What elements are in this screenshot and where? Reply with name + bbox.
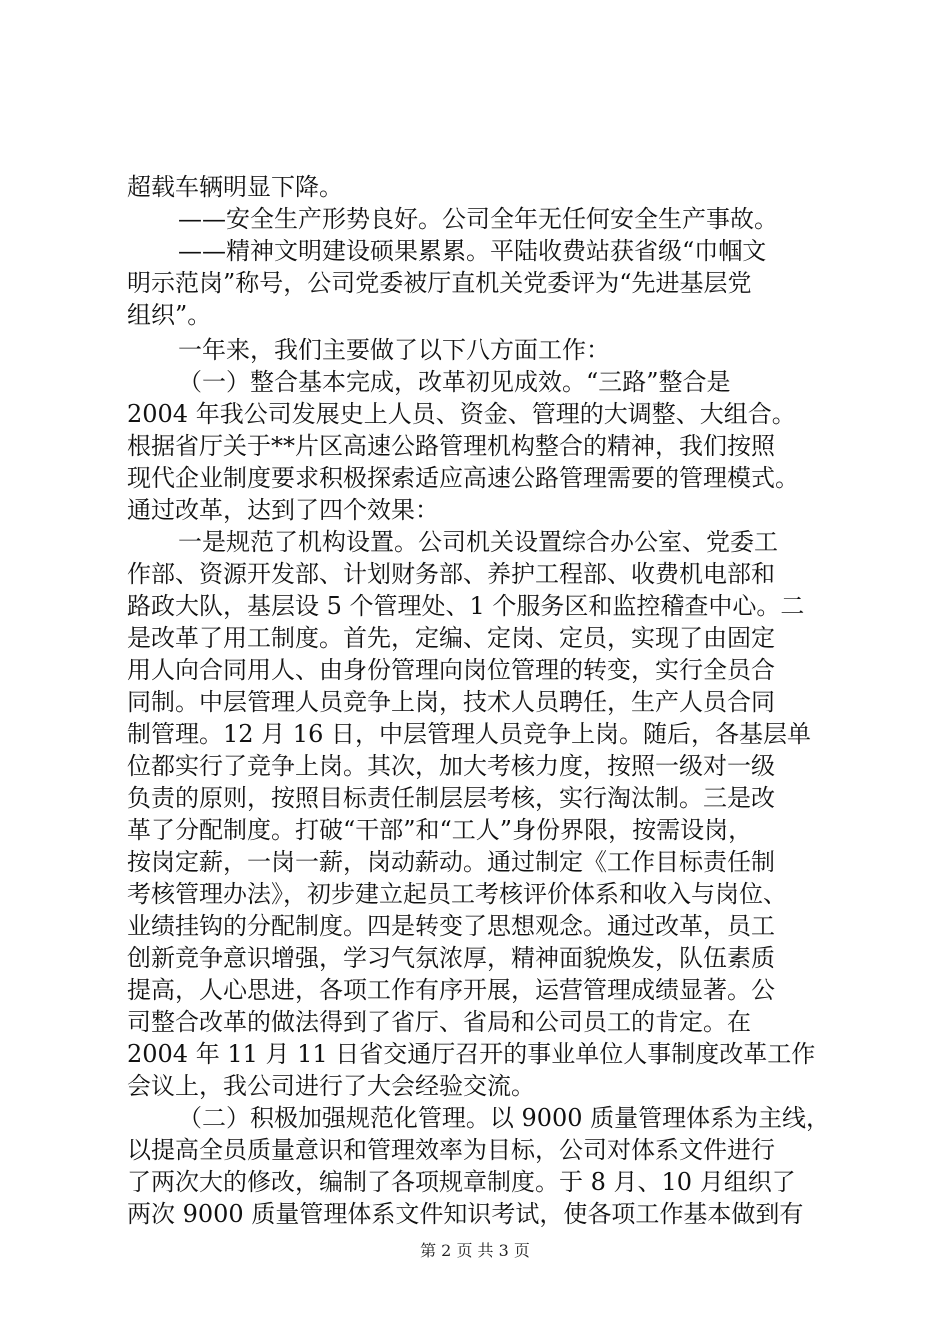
body-text-line: 同制。中层管理人员竞争上岗，技术人员聘任，生产人员合同 — [127, 688, 775, 716]
body-text-line: 了两次大的修改，编制了各项规章制度。于 8 月、10 月组织了 — [127, 1168, 796, 1196]
body-text-line: 通过改革，达到了四个效果： — [127, 496, 439, 524]
body-text-line: 以提高全员质量意识和管理效率为目标，公司对体系文件进行 — [127, 1136, 775, 1164]
body-text-line: 组织”。 — [127, 301, 212, 329]
body-text-line: 明示范岗”称号，公司党委被厅直机关党委评为“先进基层党 — [127, 269, 752, 297]
body-text-line: 制管理。12 月 16 日，中层管理人员竞争上岗。随后，各基层单 — [127, 720, 811, 748]
body-text-line: 会议上，我公司进行了大会经验交流。 — [127, 1072, 535, 1100]
body-text-line: ——安全生产形势良好。公司全年无任何安全生产事故。 — [178, 205, 778, 233]
body-text-line: 超载车辆明显下降。 — [127, 173, 343, 201]
body-text-line: 根据省厅关于**片区高速公路管理机构整合的精神，我们按照 — [127, 432, 775, 460]
body-text-line: 2004 年 11 月 11 日省交通厅召开的事业单位人事制度改革工作 — [127, 1040, 816, 1068]
body-text-line: 司整合改革的做法得到了省厅、省局和公司员工的肯定。在 — [127, 1008, 751, 1036]
body-text-line: ——精神文明建设硕果累累。平陆收费站获省级“巾帼文 — [178, 237, 767, 265]
body-text-line: 提高，人心思进，各项工作有序开展，运营管理成绩显著。公 — [127, 976, 775, 1004]
body-text-line: 现代企业制度要求积极探索适应高速公路管理需要的管理模式。 — [127, 464, 799, 492]
body-text-line: 按岗定薪，一岗一薪，岗动薪动。通过制定《工作目标责任制 — [127, 848, 775, 876]
section-heading-line: （二）积极加强规范化管理。以 9000 质量管理体系为主线， — [178, 1104, 831, 1132]
body-text-line: 一年来，我们主要做了以下八方面工作： — [178, 336, 610, 364]
page-footer: 第 2 页 共 3 页 — [420, 1241, 530, 1260]
body-text-line: 位都实行了竞争上岗。其次，加大考核力度，按照一级对一级 — [127, 752, 775, 780]
body-text-line: 业绩挂钩的分配制度。四是转变了思想观念。通过改革，员工 — [127, 912, 775, 940]
body-text-line: 考核管理办法》，初步建立起员工考核评价体系和收入与岗位、 — [127, 880, 787, 908]
body-text-line: 两次 9000 质量管理体系文件知识考试，使各项工作基本做到有 — [127, 1200, 804, 1228]
body-text-line: 负责的原则，按照目标责任制层层考核，实行淘汰制。三是改 — [127, 784, 775, 812]
body-text-line: 创新竞争意识增强，学习气氛浓厚，精神面貌焕发，队伍素质 — [127, 944, 775, 972]
body-text-line: 路政大队，基层设 5 个管理处、1 个服务区和监控稽查中心。二 — [127, 592, 805, 620]
body-text-line: 作部、资源开发部、计划财务部、养护工程部、收费机电部和 — [127, 560, 775, 588]
body-text-line: 是改革了用工制度。首先，定编、定岗、定员，实现了由固定 — [127, 624, 775, 652]
section-heading-line: （一）整合基本完成，改革初见成效。“三路”整合是 — [178, 368, 731, 396]
body-text-line: 一是规范了机构设置。公司机关设置综合办公室、党委工 — [178, 528, 778, 556]
body-text-line: 革了分配制度。打破“干部”和“工人”身份界限，按需设岗， — [127, 816, 753, 844]
body-text-line: 用人向合同用人、由身份管理向岗位管理的转变，实行全员合 — [127, 656, 775, 684]
body-text-line: 2004 年我公司发展史上人员、资金、管理的大调整、大组合。 — [127, 400, 796, 428]
